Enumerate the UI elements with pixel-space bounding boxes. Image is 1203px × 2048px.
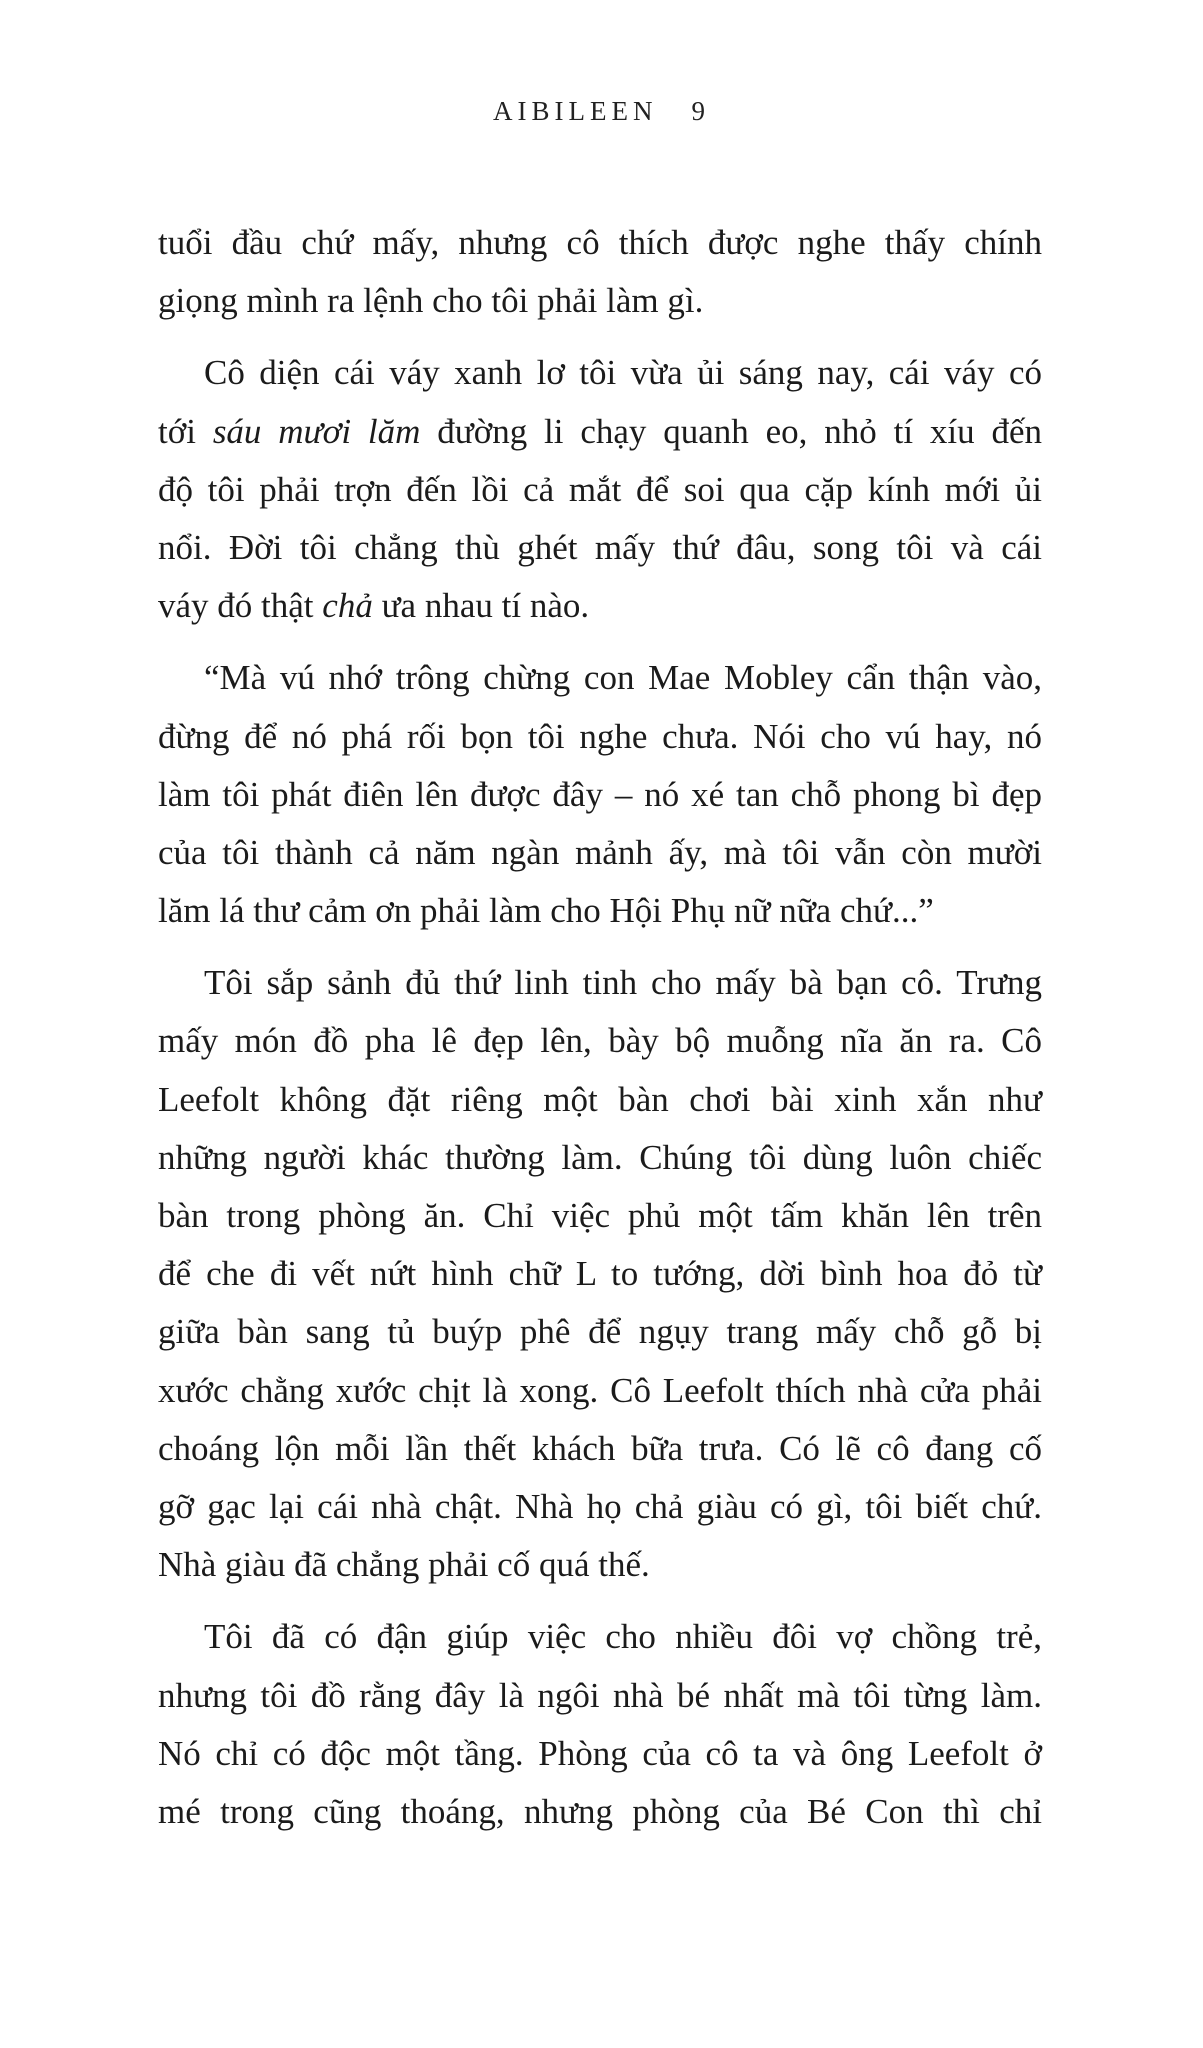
paragraph-2 <box>158 344 1042 635</box>
page-number: 9 <box>691 96 710 126</box>
text-line: bàn trong phòng ăn. Chỉ việc phủ một tấm khăn lên trên <box>158 1196 1042 1235</box>
text-line: của tôi thành cả năm ngàn mảnh ấy, mà tôi vẫn còn mười <box>158 832 1042 872</box>
text-line: tới sáu mươi lăm đường li chạy quanh eo, nhỏ tí xíu đến <box>158 411 1042 451</box>
text-line: Nó chỉ có độc một tầng. Phòng của cô ta và ông Leefolt ở <box>158 1733 1042 1773</box>
text-line: tuổi đầu chứ mấy, nhưng cô thích được nghe thấy chính <box>158 223 1042 262</box>
text-line: gỡ gạc lại cái nhà chật. Nhà họ chả giàu có gì, tôi biết chứ. <box>158 1486 1042 1526</box>
text-line: nhưng tôi đồ rằng đây là ngôi nhà bé nhất mà tôi từng làm. <box>158 1675 1042 1715</box>
text-line: choáng lộn mỗi lần thết khách bữa trưa. Có lẽ cô đang cố <box>158 1428 1042 1468</box>
text-line: để che đi vết nứt hình chữ L to tướng, dời bình hoa đỏ từ <box>158 1254 1042 1294</box>
text-line: Cô diện cái váy xanh lơ tôi vừa ủi sáng nay, cái váy có <box>204 353 1042 393</box>
text-line: Nhà giàu đã chẳng phải cố quá thế. <box>158 1545 650 1585</box>
text-line: Leefolt không đặt riêng một bàn chơi bài xinh xắn như <box>158 1079 1042 1119</box>
body-text <box>158 214 1042 1841</box>
text-line: mấy món đồ pha lê đẹp lên, bày bộ muỗng nĩa ăn ra. Cô <box>158 1021 1042 1061</box>
text-line: “Mà vú nhớ trông chừng con Mae Mobley cẩn thận vào, <box>204 658 1042 698</box>
text-line: Tôi đã có đận giúp việc cho nhiều đôi vợ chồng trẻ, <box>204 1617 1042 1657</box>
text-line: mé trong cũng thoáng, nhưng phòng của Bé Con thì chỉ <box>158 1791 1042 1831</box>
paragraph-5 <box>158 1608 1042 1841</box>
italic-phrase: sáu mươi lăm <box>212 411 421 451</box>
text-line: xước chằng xước chịt là xong. Cô Leefolt thích nhà cửa phải <box>158 1370 1042 1410</box>
text-line: những người khác thường làm. Chúng tôi dùng luôn chiếc <box>158 1137 1042 1177</box>
text-line: lăm lá thư cảm ơn phải làm cho Hội Phụ nữ nữa chứ...” <box>158 891 934 931</box>
paragraph-1 <box>158 214 1042 330</box>
text-line: váy đó thật chả ưa nhau tí nào. <box>158 586 590 626</box>
paragraph-4 <box>158 954 1042 1594</box>
italic-phrase: chả <box>322 586 373 626</box>
text-line: làm tôi phát điên lên được đây – nó xé tan chỗ phong bì đẹp <box>158 774 1042 814</box>
text-line: đừng để nó phá rối bọn tôi nghe chưa. Nói cho vú hay, nó <box>158 716 1042 756</box>
chapter-title: AIBILEEN <box>493 96 658 126</box>
text-line: Tôi sắp sảnh đủ thứ linh tinh cho mấy bà bạn cô. Trưng <box>204 963 1042 1003</box>
text-line: độ tôi phải trợn đến lồi cả mắt để soi qua cặp kính mới ủi <box>158 469 1042 509</box>
text-line: giọng mình ra lệnh cho tôi phải làm gì. <box>158 281 704 321</box>
running-header <box>0 96 1203 127</box>
paragraph-3 <box>158 649 1042 940</box>
text-line: nổi. Đời tôi chẳng thù ghét mấy thứ đâu, song tôi và cái <box>158 527 1042 567</box>
text-line: giữa bàn sang tủ buýp phê để ngụy trang mấy chỗ gỗ bị <box>158 1312 1042 1352</box>
